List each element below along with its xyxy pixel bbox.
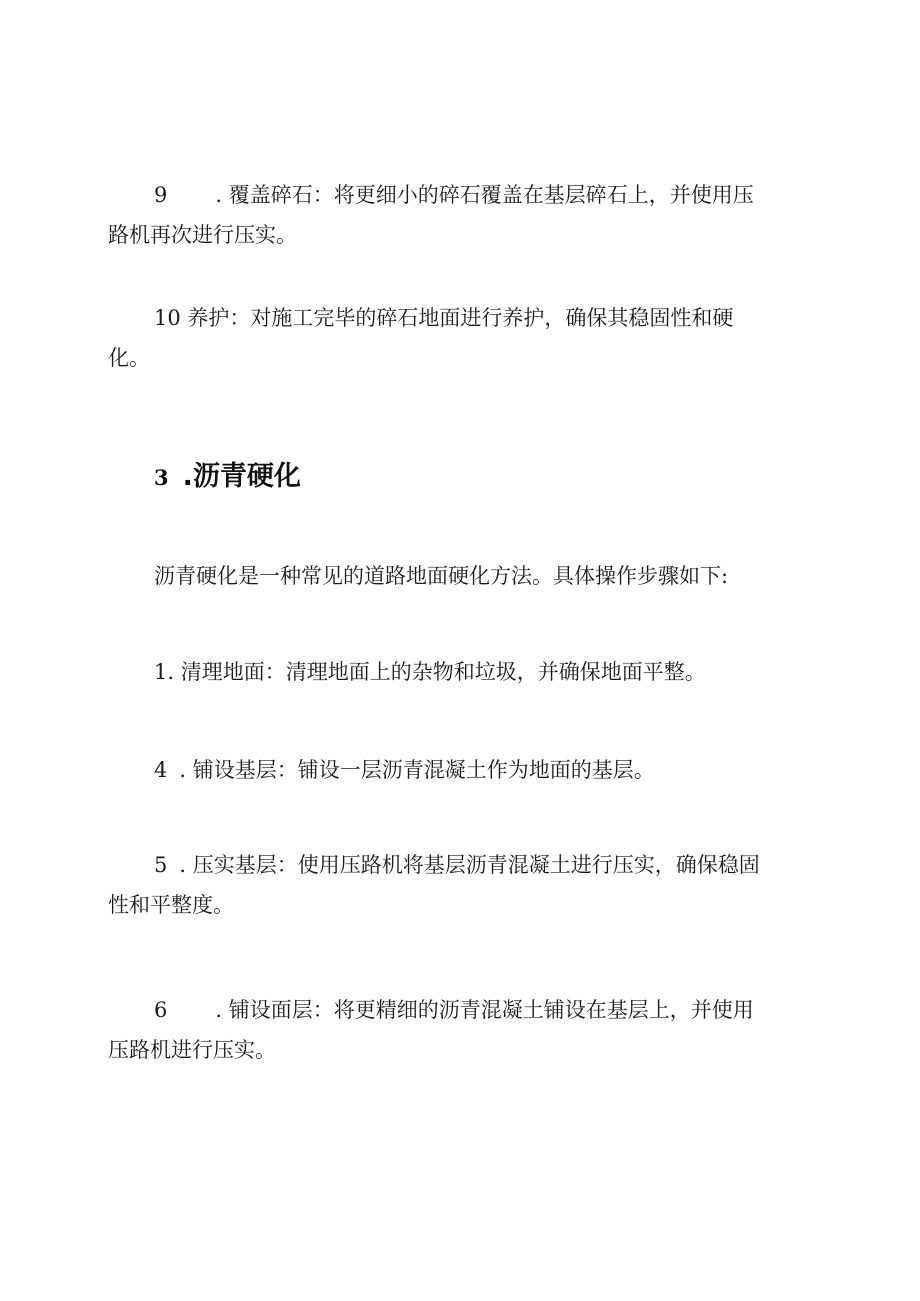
paragraph-step-10 <box>108 298 820 378</box>
paragraph-step-9 <box>108 175 820 255</box>
step-text-line-2: 性和平整度。 <box>108 893 234 917</box>
step-text-line-2: 化。 <box>108 346 150 370</box>
step-number: 4 <box>154 758 168 782</box>
step-text-line-1: . 铺设面层：将更精细的沥青混凝土铺设在基层上，并使用 <box>215 998 754 1022</box>
section-number: 3 <box>154 465 169 490</box>
step-text-line-2: 压路机进行压实。 <box>108 1038 276 1062</box>
step-text-line-1: 10 养护：对施工完毕的碎石地面进行养护，确保其稳固性和硬 <box>154 306 734 330</box>
section-title: .沥青硬化 <box>182 461 301 492</box>
step-text-line-1: . 铺设基层：铺设一层沥青混凝土作为地面的基层。 <box>179 758 655 782</box>
step-number: 5 <box>154 853 168 877</box>
paragraph-step-5 <box>108 845 820 925</box>
paragraph-intro <box>108 556 820 596</box>
paragraph-step-1 <box>108 652 820 692</box>
paragraph-step-4 <box>108 750 820 790</box>
intro-text: 沥青硬化是一种常见的道路地面硬化方法。具体操作步骤如下: <box>154 564 729 588</box>
section-heading <box>154 455 301 500</box>
step-text-line-1: . 覆盖碎石：将更细小的碎石覆盖在基层碎石上，并使用压 <box>215 183 754 207</box>
step-number: 9 <box>154 183 168 207</box>
step-text-line-2: 路机再次进行压实。 <box>108 223 297 247</box>
step-number: 6 <box>154 998 168 1022</box>
step-text-line-1: . 压实基层：使用压路机将基层沥青混凝土进行压实，确保稳固 <box>179 853 760 877</box>
step-text-line-1: 1. 清理地面：清理地面上的杂物和垃圾，并确保地面平整。 <box>154 660 706 684</box>
paragraph-step-6 <box>108 990 820 1070</box>
